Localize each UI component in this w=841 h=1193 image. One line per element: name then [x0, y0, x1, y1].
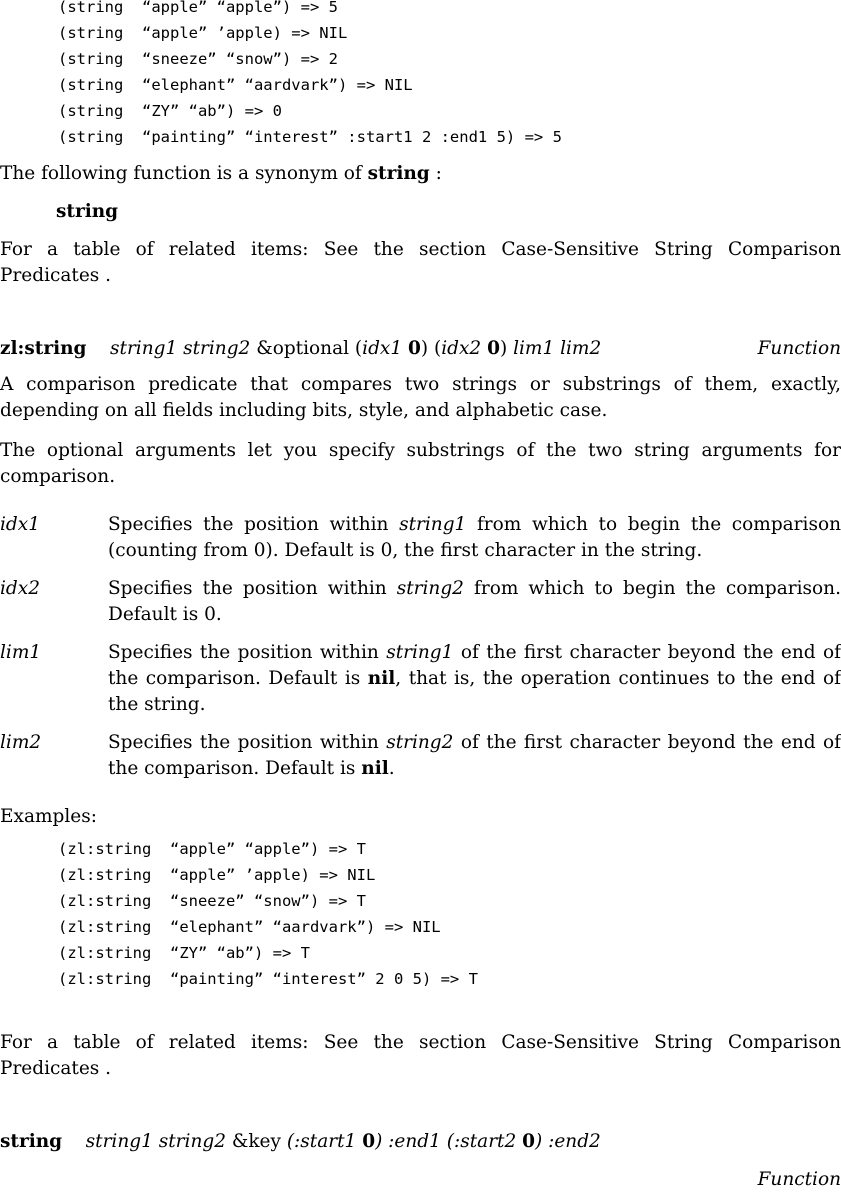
zl-description-2: The optional arguments let you specify substrings of the two string arguments for comparison. — [0, 440, 841, 487]
arg-term: lim2 — [0, 732, 42, 753]
arg-description: Specifies the position within string1 of the first character beyond the end of the comparison. Default is nil, that is, the operation continues to the end of the string. — [108, 642, 841, 715]
arg-term: idx2 — [0, 578, 40, 599]
arg-term: lim1 — [0, 642, 42, 663]
synonym-target: string — [367, 163, 430, 184]
arg-description: Specifies the position within string2 of the first character beyond the end of the comparison. Default is nil. — [108, 732, 841, 779]
code-line: (string “apple” ’apple) => NIL — [58, 24, 348, 42]
arg-row-lim1 — [0, 640, 841, 718]
arg-description: Specifies the position within string2 from which to begin the comparison. Default is 0. — [108, 578, 841, 625]
arg-row-idx2 — [0, 576, 841, 628]
function-name: string — [0, 1131, 63, 1152]
key-keyword: &key — [231, 1131, 281, 1152]
string-definition — [0, 1129, 841, 1155]
top-examples-block — [0, 0, 562, 150]
code-line: (string “sneeze” “snow”) => 2 — [58, 50, 338, 68]
default-zero: 0 — [522, 1131, 536, 1152]
arg-row-idx1 — [0, 512, 841, 564]
default-zero: 0 — [487, 338, 500, 359]
arg-idx1: idx1 — [362, 338, 403, 359]
arg-term: idx1 — [0, 514, 40, 535]
code-line: (zl:string “painting” “interest” 2 0 5) => T — [58, 970, 478, 988]
code-line: (zl:string “sneeze” “snow”) => T — [58, 892, 366, 910]
arg-idx2: idx2 — [441, 338, 482, 359]
arg-description: Specifies the position within string1 from which to begin the comparison (counting from 0). Default is 0, the first character in the string. — [108, 514, 841, 561]
lim-args: lim1 lim2 — [513, 338, 602, 359]
code-line: (string “apple” “apple”) => 5 — [58, 0, 338, 16]
synonym-text: The following function is a synonym of — [0, 163, 362, 184]
definition-kind: Function — [757, 338, 841, 359]
default-zero: 0 — [362, 1131, 376, 1152]
code-line: (string “painting” “interest” :start1 2 :end1 5) => 5 — [58, 128, 562, 146]
arg-end1: ) :end1 — [375, 1131, 441, 1152]
code-line: (zl:string “apple” “apple”) => T — [58, 840, 366, 858]
definition-kind: Function — [757, 1169, 841, 1190]
zl-examples-block — [0, 836, 478, 992]
synonym-colon: : — [429, 163, 442, 184]
synonym-name: string — [56, 201, 119, 222]
optional-keyword: &optional — [256, 338, 350, 359]
required-args: string1 string2 — [110, 338, 251, 359]
code-line: (string “elephant” “aardvark”) => NIL — [58, 76, 413, 94]
code-line: (string “ZY” “ab”) => 0 — [58, 102, 282, 120]
related-items-paragraph: For a table of related items: See the section Case-Sensitive String Comparison Predicates . — [0, 1032, 841, 1079]
default-zero: 0 — [408, 338, 421, 359]
zl-string-definition: zl:string string1 string2 &optional (idx1 0) (idx2 0) lim1 lim2 Function — [0, 336, 841, 362]
arg-end2: ) :end2 — [535, 1131, 601, 1152]
zl-description-1: A comparison predicate that compares two strings or substrings of them, exactly, depending on all fields including bits, style, and alphabetic case. — [0, 374, 841, 421]
function-name: zl:string — [0, 338, 87, 359]
arg-row-lim2 — [0, 730, 841, 782]
related-items-paragraph: For a table of related items: See the section Case-Sensitive String Comparison Predicates . — [0, 239, 841, 286]
code-line: (zl:string “elephant” “aardvark”) => NIL — [58, 918, 441, 936]
arg-start1: (:start1 — [286, 1131, 357, 1152]
code-line: (zl:string “ZY” “ab”) => T — [58, 944, 310, 962]
arg-start2: (:start2 — [446, 1131, 517, 1152]
synonym-paragraph — [0, 161, 841, 187]
code-line: (zl:string “apple” ’apple) => NIL — [58, 866, 376, 884]
required-args: string1 string2 — [85, 1131, 226, 1152]
examples-label: Examples: — [0, 806, 97, 827]
